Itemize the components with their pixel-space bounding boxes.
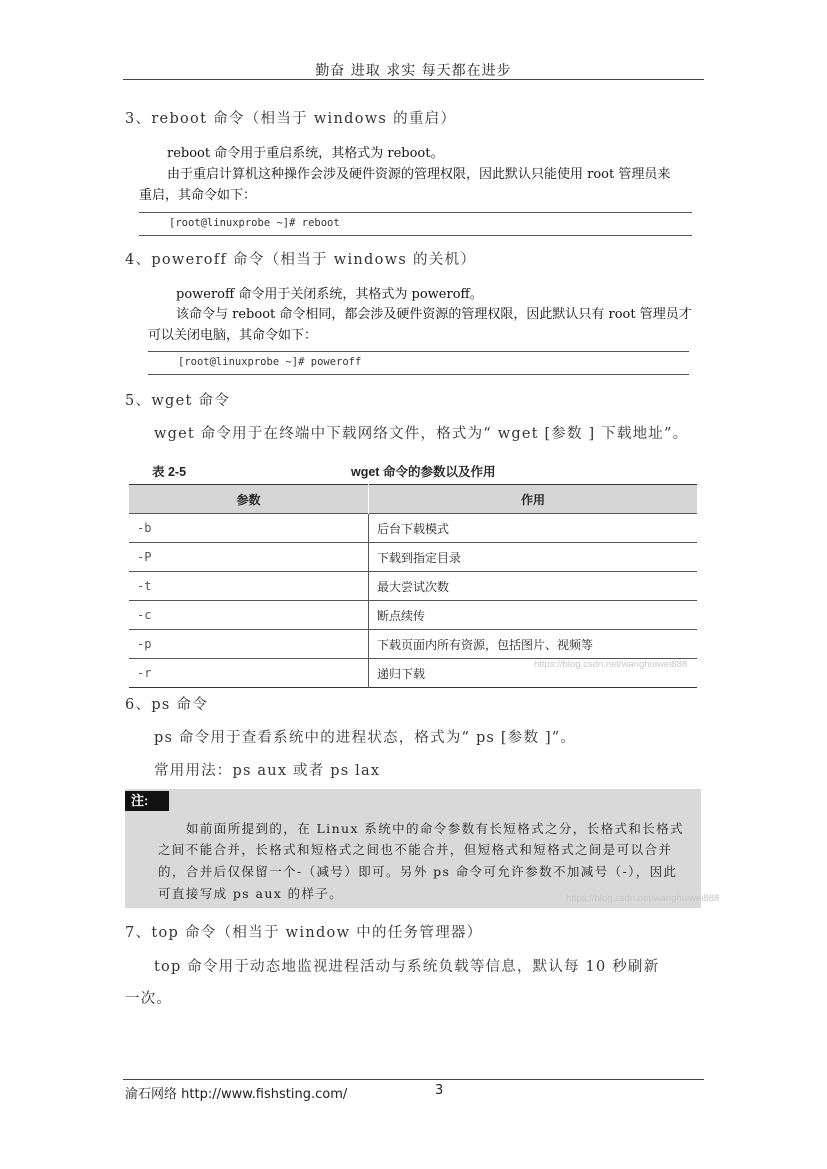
poweroff-desc-line1: poweroff 命令用于关闭系统，其格式为 poweroff。 — [176, 287, 483, 302]
note-line-3: 的，合并后仅保留一个-（减号）即可。另外 ps 命令可允许参数不加减号（-），因此 — [158, 864, 678, 879]
effect-cell: 断点续传 — [369, 601, 698, 630]
table-row — [129, 572, 697, 601]
reboot-desc-line3: 重启，其命令如下： — [139, 188, 257, 203]
section-ps-title: 6、ps 命令 — [125, 697, 209, 713]
footer-rule — [123, 1079, 704, 1080]
poweroff-code-block — [148, 351, 689, 375]
table-row — [129, 514, 697, 543]
col-header-param: 参数 — [129, 485, 369, 514]
param-cell: -r — [129, 659, 369, 688]
poweroff-code: [root@linuxprobe ~]# poweroff — [178, 356, 362, 368]
section-poweroff-title: 4、poweroff 命令（相当于 windows 的关机） — [125, 252, 477, 268]
table-row — [129, 630, 697, 659]
note-line-1: 如前面所提到的，在 Linux 系统中的命令参数有长短格式之分，长格式和长格式 — [186, 821, 684, 836]
section-top-title: 7、top 命令（相当于 window 中的任务管理器） — [125, 925, 483, 941]
page-number: 3 — [435, 1083, 444, 1098]
reboot-code-block — [139, 212, 692, 236]
param-cell: -P — [129, 543, 369, 572]
reboot-desc-line2: 由于重启计算机这种操作会涉及硬件资源的管理权限，因此默认只能使用 root 管理员来 — [167, 167, 671, 182]
wget-table-label: 表 2-5 — [152, 465, 187, 479]
note-watermark: https://blog.csdn.net/wanghuiwei888 — [566, 893, 720, 904]
table-header-row — [129, 485, 697, 514]
top-description-line1: top 命令用于动态地监视进程活动与系统负载等信息，默认每 10 秒刷新 — [154, 959, 660, 975]
param-cell: -p — [129, 630, 369, 659]
effect-cell: 最大尝试次数 — [369, 572, 698, 601]
header-rule — [123, 79, 704, 80]
note-label: 注: — [125, 791, 169, 811]
wget-description: wget 命令用于在终端中下载网络文件，格式为“ wget [参数 ] 下载地址”。 — [154, 426, 689, 442]
effect-cell: 递归下载 — [369, 659, 698, 688]
section-reboot-title: 3、reboot 命令（相当于 windows 的重启） — [125, 111, 457, 127]
table-watermark: https://blog.csdn.net/wanghuiwei888 — [534, 659, 688, 670]
param-cell: -t — [129, 572, 369, 601]
poweroff-desc-line2: 该命令与 reboot 命令相同，都会涉及硬件资源的管理权限，因此默认只有 root 管理员才 — [176, 307, 692, 322]
poweroff-desc-line3: 可以关闭电脑，其命令如下： — [148, 328, 318, 343]
page-header-motto: 勤奋 进取 求实 每天都在进步 — [315, 63, 512, 79]
wget-params-table — [129, 484, 697, 688]
note-line-4: 可直接写成 ps aux 的样子。 — [158, 886, 344, 901]
param-cell: -c — [129, 601, 369, 630]
effect-cell: 下载到指定目录 — [369, 543, 698, 572]
table-row — [129, 601, 697, 630]
top-description-line2: 一次。 — [125, 991, 173, 1007]
table-row — [129, 543, 697, 572]
section-wget-title: 5、wget 命令 — [125, 393, 231, 409]
ps-description: ps 命令用于查看系统中的进程状态，格式为“ ps [参数 ]”。 — [154, 730, 577, 746]
reboot-desc-line1: reboot 命令用于重启系统，其格式为 reboot。 — [167, 146, 444, 161]
ps-usage: 常用用法：ps aux 或者 ps lax — [154, 763, 381, 779]
reboot-code: [root@linuxprobe ~]# reboot — [169, 217, 340, 229]
effect-cell: 后台下载模式 — [369, 514, 698, 543]
wget-table-title: wget 命令的参数以及作用 — [351, 465, 496, 479]
col-header-effect: 作用 — [369, 485, 698, 514]
effect-cell: 下载页面内所有资源，包括图片、视频等 — [369, 630, 698, 659]
note-line-2: 之间不能合并，长格式和短格式之间也不能合并，但短格式和短格式之间是可以合并 — [158, 842, 673, 857]
footer-site: 渝石网络 http://www.fishsting.com/ — [125, 1087, 348, 1102]
param-cell: -b — [129, 514, 369, 543]
